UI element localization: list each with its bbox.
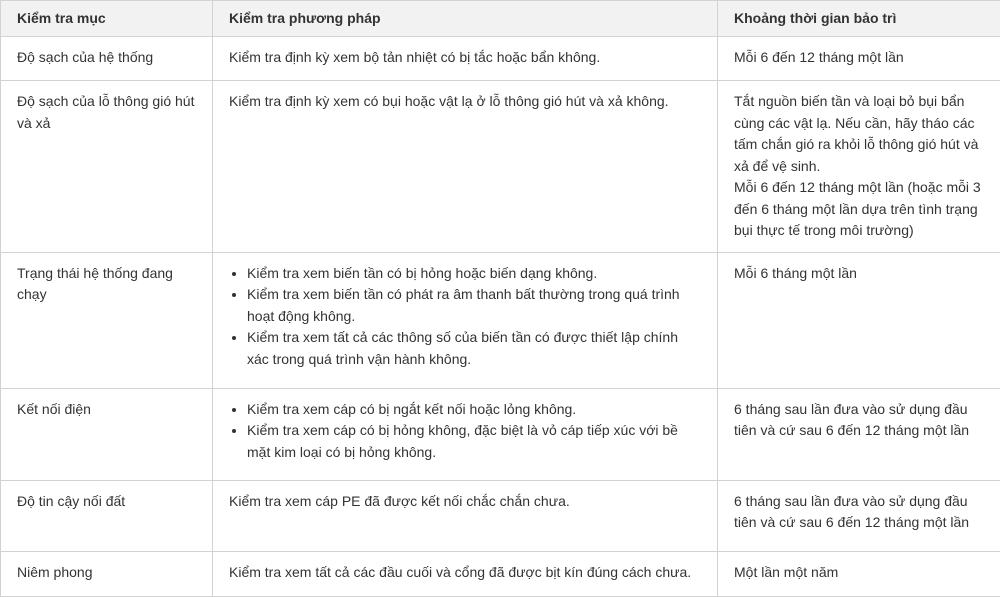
method-list <box>229 263 701 371</box>
interval-text: Một lần một năm <box>734 562 985 584</box>
cell-interval <box>718 252 1000 388</box>
cell-item: Độ sạch của lỗ thông gió hút và xả <box>1 81 213 253</box>
header-maintenance-interval: Khoảng thời gian bảo trì <box>718 1 1000 37</box>
cell-item: Trạng thái hệ thống đang chạy <box>1 252 213 388</box>
cell-method: Kiểm tra định kỳ xem có bụi hoặc vật lạ ở lỗ thông gió hút và xả không. <box>213 81 718 253</box>
list-item: • Kiểm tra xem cáp có bị hỏng không, đặc biệt là vỏ cáp tiếp xúc với bề mặt kim loại có bị hỏng không. <box>247 420 701 463</box>
cell-method <box>213 388 718 480</box>
cell-item: Niêm phong <box>1 551 213 596</box>
header-check-item: Kiểm tra mục <box>1 1 213 37</box>
interval-text: Mỗi 6 tháng một lần <box>734 263 985 285</box>
cell-method: Kiểm tra xem cáp PE đã được kết nối chắc chắn chưa. <box>213 480 718 551</box>
list-item: • Kiểm tra xem biến tần có phát ra âm thanh bất thường trong quá trình hoạt động không. <box>247 284 701 327</box>
cell-method <box>213 252 718 388</box>
table-row <box>1 480 1000 551</box>
table-row <box>1 388 1000 480</box>
list-item: • Kiểm tra xem tất cả các thông số của biến tần có được thiết lập chính xác trong quá trình vận hành không. <box>247 327 701 370</box>
header-row <box>1 1 1000 37</box>
list-item: • Kiểm tra xem biến tần có bị hỏng hoặc biến dạng không. <box>247 263 701 285</box>
interval-text: Tắt nguồn biến tần và loại bỏ bụi bẩn cùng các vật lạ. Nếu cần, hãy tháo các tấm chắn gió ra khỏi lỗ thông gió hút và xả để vệ sinh. <box>734 91 985 177</box>
cell-method: Kiểm tra định kỳ xem bộ tản nhiệt có bị tắc hoặc bẩn không. <box>213 37 718 81</box>
interval-text: 6 tháng sau lần đưa vào sử dụng đầu tiên và cứ sau 6 đến 12 tháng một lần <box>734 491 985 534</box>
cell-method: Kiểm tra xem tất cả các đầu cuối và cổng đã được bịt kín đúng cách chưa. <box>213 551 718 596</box>
cell-item: Kết nối điện <box>1 388 213 480</box>
interval-text: 6 tháng sau lần đưa vào sử dụng đầu tiên và cứ sau 6 đến 12 tháng một lần <box>734 399 985 442</box>
cell-interval <box>718 81 1000 253</box>
table-row <box>1 252 1000 388</box>
method-list <box>229 399 701 464</box>
cell-interval <box>718 37 1000 81</box>
table-row <box>1 81 1000 253</box>
cell-item: Độ sạch của hệ thống <box>1 37 213 81</box>
interval-text: Mỗi 6 đến 12 tháng một lần (hoặc mỗi 3 đến 6 tháng một lần dựa trên tình trạng bụi thực tế trong môi trường) <box>734 177 985 242</box>
table-row <box>1 551 1000 596</box>
cell-interval <box>718 388 1000 480</box>
cell-interval <box>718 480 1000 551</box>
interval-text: Mỗi 6 đến 12 tháng một lần <box>734 47 985 69</box>
table-row <box>1 37 1000 81</box>
cell-item: Độ tin cậy nối đất <box>1 480 213 551</box>
list-item: • Kiểm tra xem cáp có bị ngắt kết nối hoặc lỏng không. <box>247 399 701 421</box>
header-check-method: Kiểm tra phương pháp <box>213 1 718 37</box>
cell-interval <box>718 551 1000 596</box>
